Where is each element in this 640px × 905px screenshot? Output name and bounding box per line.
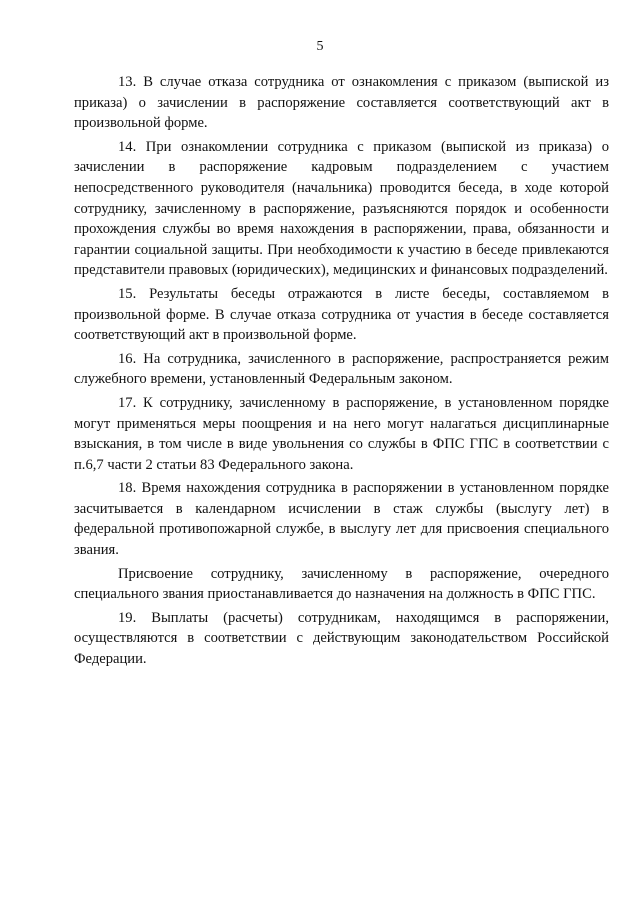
paragraph-18: 18. Время нахождения сотрудника в распоряжении в установленном порядке засчитывается в календарном исчислении в стаж службы (выслугу лет) в федеральной противопожарной службе, в выслугу лет для присвоения специального звания.	[74, 480, 609, 559]
paragraph-15: 15. Результаты беседы отражаются в листе беседы, составляемом в произвольной форме. В случае отказа сотрудника от участия в беседе составляется соответствующий акт в произвольной форме.	[74, 285, 609, 344]
document-body	[74, 72, 609, 673]
page-number: 5	[316, 39, 324, 54]
paragraph-16: 16. На сотрудника, зачисленного в распоряжение, распространяется режим служебного времени, установленный Федеральным законом.	[74, 350, 609, 388]
paragraph-19: 19. Выплаты (расчеты) сотрудникам, находящимся в распоряжении, осуществляются в соответствии с действующим законодательством Российской Федерации.	[74, 609, 609, 668]
paragraph-13: 13. В случае отказа сотрудника от ознакомления с приказом (выпиской из приказа) о зачислении в распоряжение составляется соответствующий акт в произвольной форме.	[74, 74, 609, 132]
paragraph-14: 14. При ознакомлении сотрудника с приказом (выпиской из приказа) о зачислении в распоряжение кадровым подразделением с участием непосредственного руководителя (начальника) проводится беседа, в ходе которой сотруднику, зачисленному в распоряжение, разъясняются порядок и особенности прохождения службы во время нахождения в распоряжении, права, обязанности и гарантии социальной защиты. При необходимости к участию в беседе привлекаются представители правовых (юридических), медицинских и финансовых подразделений.	[74, 138, 609, 279]
paragraph-18-continued: Присвоение сотруднику, зачисленному в распоряжение, очередного специального звания приостанавливается до назначения на должность в ФПС ГПС.	[74, 565, 609, 603]
paragraph-17: 17. К сотруднику, зачисленному в распоряжение, в установленном порядке могут применяться меры поощрения и на него могут налагаться дисциплинарные взыскания, в том числе в виде увольнения со службы в ФПС ГПС в соответствии с п.6,7 части 2 статьи 83 Федерального закона.	[74, 394, 609, 473]
